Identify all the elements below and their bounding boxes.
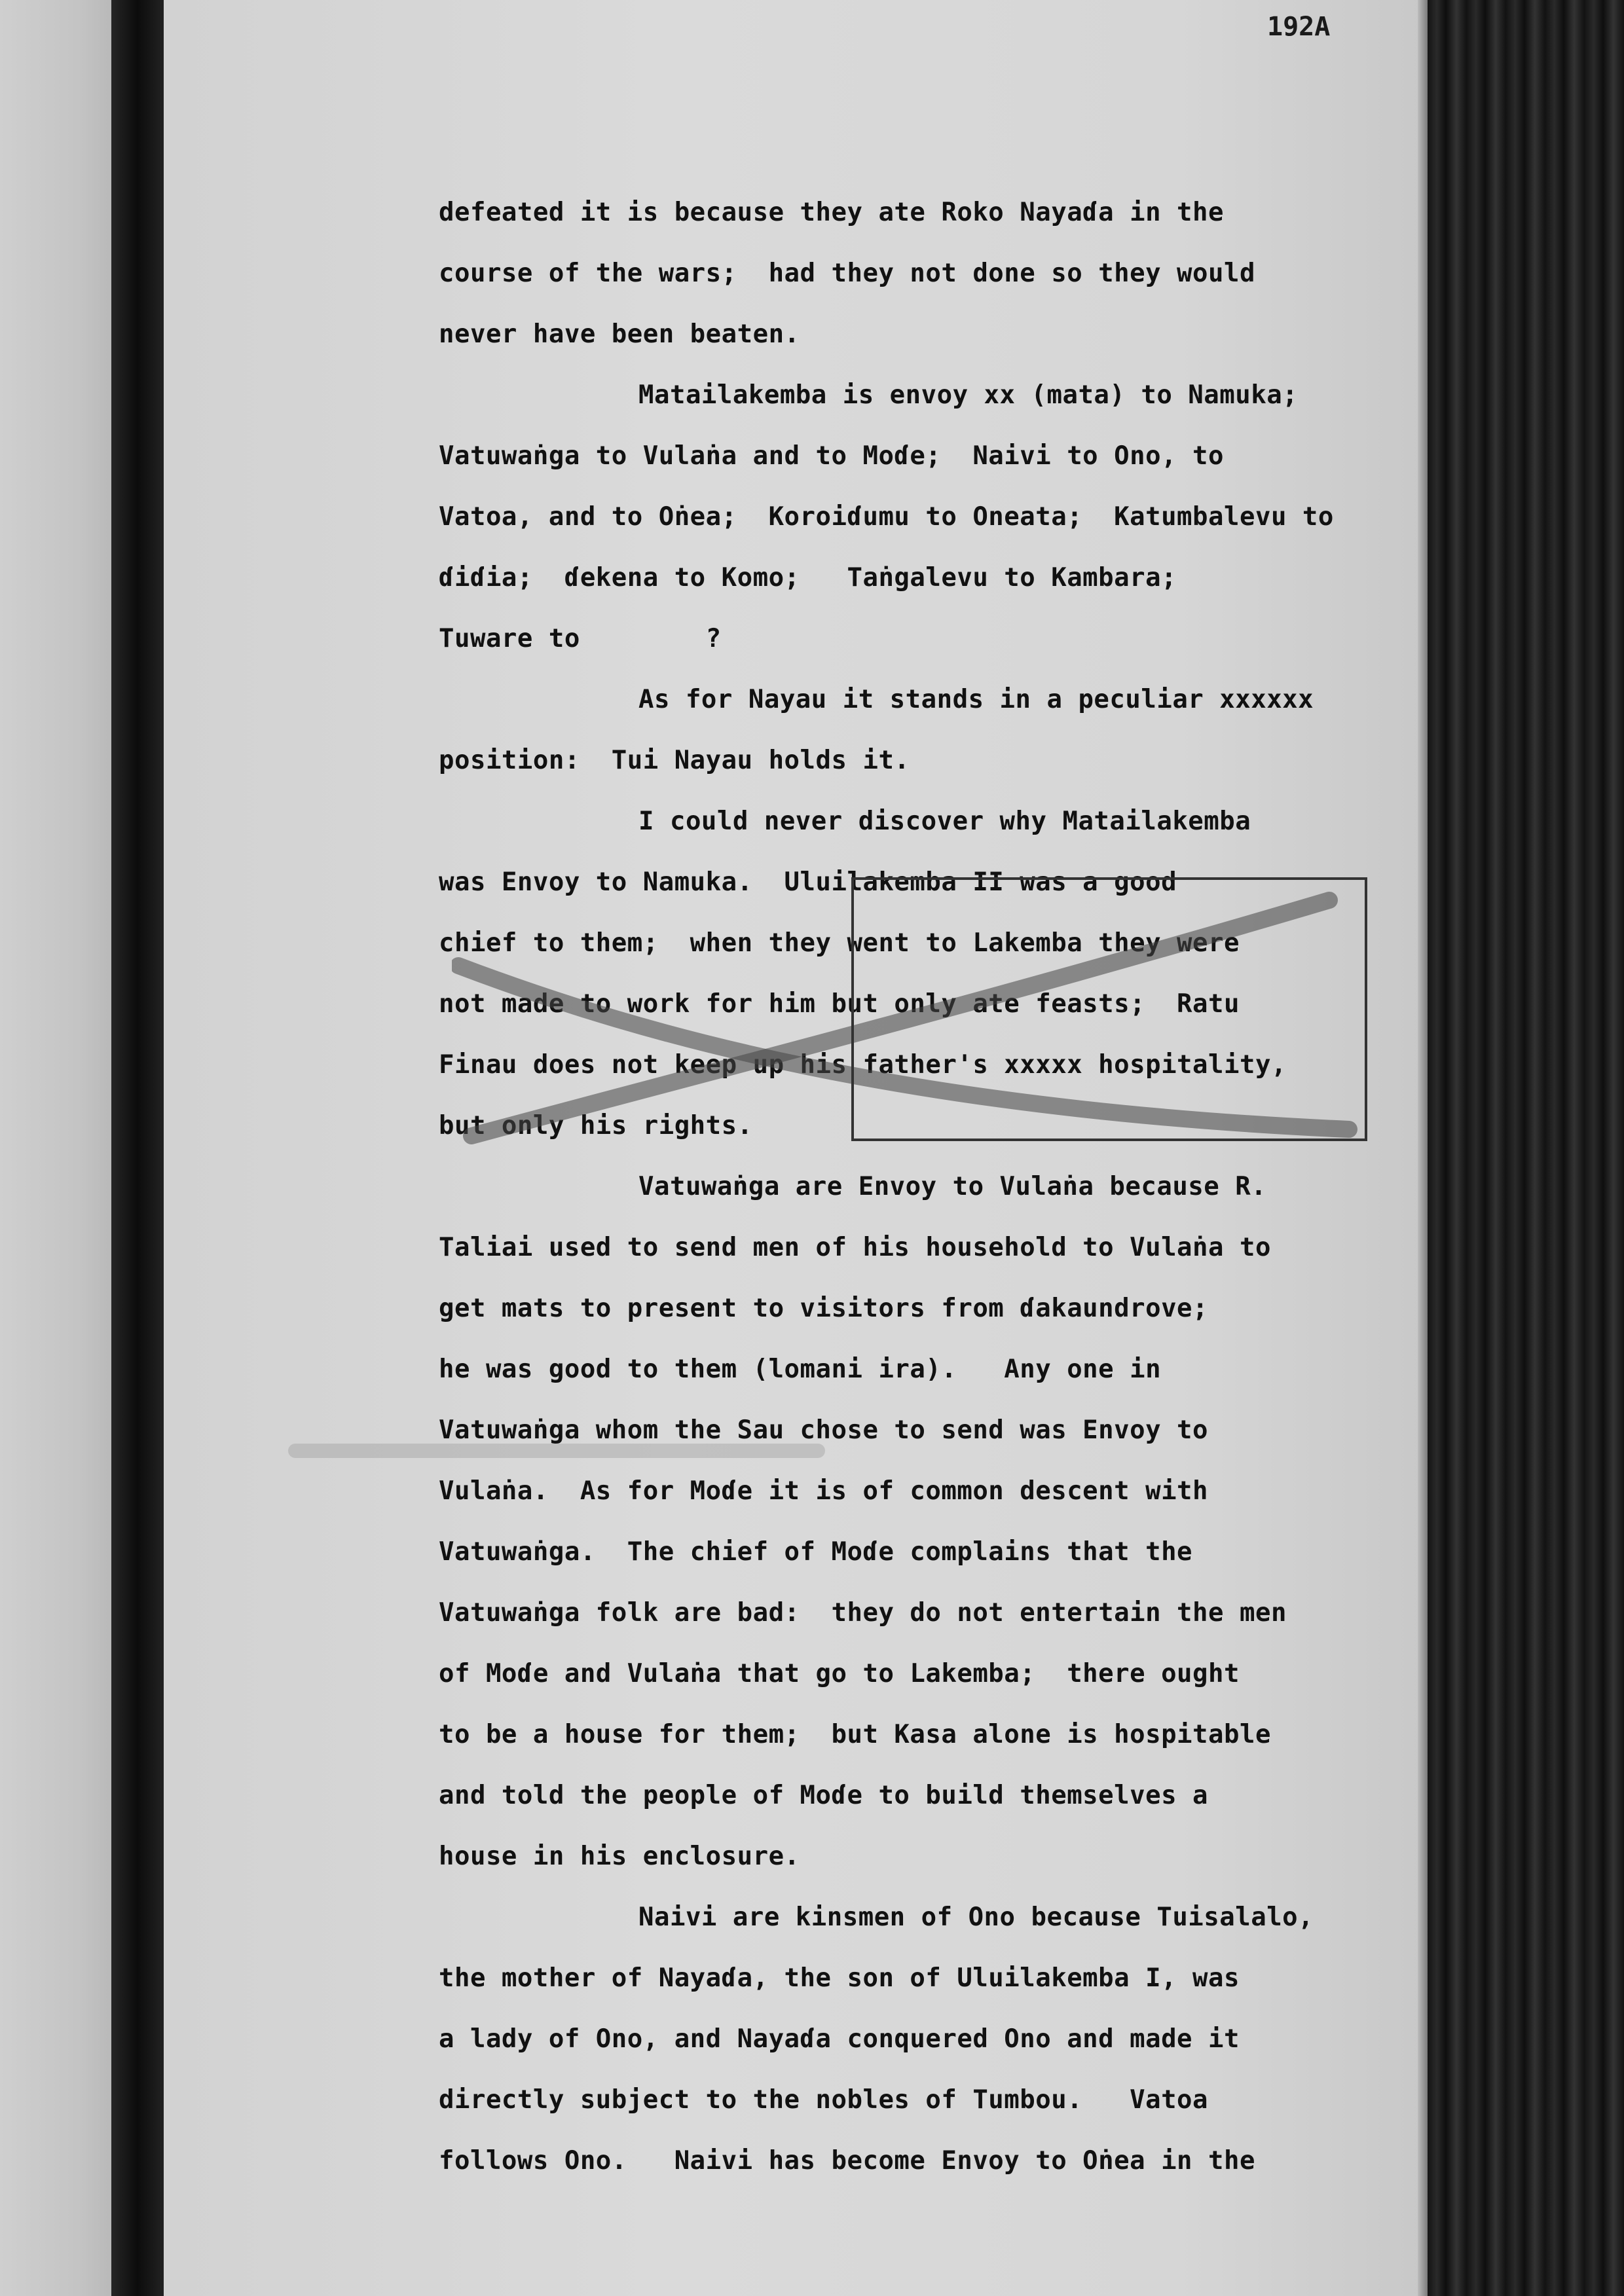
text-line: of Moɗe and Vulaṅa that go to Lakemba; there ought: [439, 1659, 1240, 1688]
text-line: he was good to them (lomani ira). Any one in: [439, 1355, 1162, 1384]
text-line: but only his rights.: [439, 1111, 753, 1140]
text-line: Vatuwaṅga folk are bad: they do not entertain the men: [439, 1598, 1287, 1628]
text-line: never have been beaten.: [439, 319, 800, 349]
book-spine: [1428, 0, 1624, 2296]
text-line: and told the people of Moɗe to build themselves a: [439, 1781, 1209, 1810]
ink-smudge: [288, 1444, 825, 1458]
text-line: Vatuwaṅga to Vulaṅa and to Moɗe; Naivi to Ono, to: [439, 441, 1224, 471]
text-line: get mats to present to visitors from ɗakaundrove;: [439, 1294, 1209, 1323]
text-line: Tuware to ?: [439, 624, 722, 653]
text-line: Finau does not keep up his father's xxxxx hospitality,: [439, 1050, 1287, 1080]
page-number: 192A: [1267, 12, 1331, 42]
text-line: Vulaṅa. As for Moɗe it is of common descent with: [439, 1476, 1209, 1506]
film-left-margin: [0, 0, 111, 2296]
text-line: Naivi are kinsmen of Ono because Tuisalalo,: [638, 1903, 1314, 1932]
text-line: follows Ono. Naivi has become Envoy to Oṅea in the: [439, 2146, 1255, 2176]
text-line: a lady of Ono, and Nayaɗa conquered Ono and made it: [439, 2024, 1240, 2054]
typed-text-body: [439, 182, 1428, 2191]
film-left-bar: [111, 0, 164, 2296]
text-line: Matailakemba is envoy xx (mata) to Namuka;: [638, 380, 1299, 410]
text-line: the mother of Nayaɗa, the son of Uluilakemba I, was: [439, 1963, 1240, 1993]
text-line: chief to them; when they went to Lakemba they were: [439, 928, 1240, 958]
text-line: Vatuwaṅga are Envoy to Vulaṅa because R.: [638, 1172, 1267, 1201]
text-line: to be a house for them; but Kasa alone is hospitable: [439, 1720, 1271, 1749]
text-line: I could never discover why Matailakemba: [638, 807, 1251, 836]
text-line: As for Nayau it stands in a peculiar xxxxxx: [638, 685, 1314, 714]
text-line: Vatuwaṅga. The chief of Moɗe complains that the: [439, 1537, 1193, 1567]
text-line: ɗiɗia; ɗekena to Komo; Taṅgalevu to Kambara;: [439, 563, 1177, 592]
text-line: house in his enclosure.: [439, 1842, 800, 1871]
text-line: Vatoa, and to Oṅea; Koroiɗumu to Oneata; Katumbalevu to: [439, 502, 1334, 532]
text-line: Vatuwaṅga whom the Sau chose to send was Envoy to: [439, 1415, 1209, 1445]
cross-out-box: [851, 877, 1367, 1141]
text-line: defeated it is because they ate Roko Nayaɗa in the: [439, 198, 1224, 227]
text-line: directly subject to the nobles of Tumbou. Vatoa: [439, 2085, 1209, 2115]
text-line: was Envoy to Namuka. Uluilakemba II was a good: [439, 867, 1177, 897]
text-line: Taliai used to send men of his household to Vulaṅa to: [439, 1233, 1271, 1262]
text-line: course of the wars; had they not done so they would: [439, 259, 1255, 288]
text-line: position: Tui Nayau holds it.: [439, 746, 910, 775]
text-line: not made to work for him but only ate feasts; Ratu: [439, 989, 1240, 1019]
